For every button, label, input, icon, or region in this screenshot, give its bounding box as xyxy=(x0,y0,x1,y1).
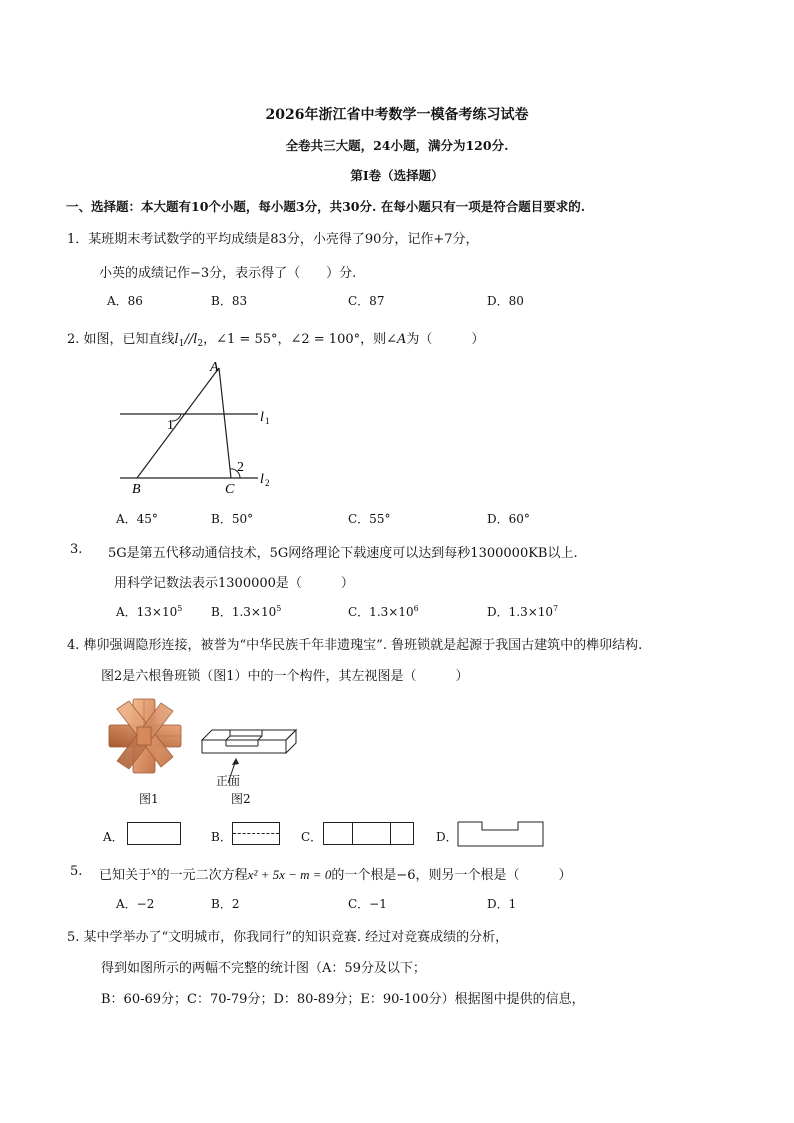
q3-option-a-base: A．13×10 xyxy=(116,605,178,619)
q5-var: x xyxy=(151,867,157,878)
q2-l1: l xyxy=(174,332,179,347)
q3-option-c-base: C．1.3×10 xyxy=(348,605,414,619)
q4-option-b-shape[interactable] xyxy=(232,822,280,845)
q4-line2: 图2是六根鲁班锁（图1）中的一个构件，其左视图是（ ） xyxy=(101,669,469,684)
q4-option-c-shape[interactable] xyxy=(323,822,414,845)
q1-option-a[interactable]: A．86 xyxy=(107,294,143,308)
q2-option-d[interactable]: D．60° xyxy=(487,512,530,526)
q6-line1: 5. 某中学举办了“文明城市，你我同行”的知识竞赛. 经过对竞赛成绩的分析， xyxy=(67,930,509,945)
label-l2: l xyxy=(260,472,264,487)
q3-option-b-exp: 5 xyxy=(276,604,282,613)
label-c: C xyxy=(225,482,235,497)
q6-line3: B：60-69分；C：70-79分；D：80-89分；E：90-100分）根据图中提供的信息， xyxy=(101,992,585,1007)
q3-line2: 用科学记数法表示1300000是（ ） xyxy=(114,576,354,591)
q2-suffix: 为（ ） xyxy=(406,332,485,347)
q3-option-a-exp: 5 xyxy=(177,604,183,613)
q3-option-b-base: B．1.3×10 xyxy=(211,605,277,619)
component-figure xyxy=(198,725,304,789)
luban-lock-image xyxy=(107,697,183,777)
label-b: B xyxy=(132,482,141,497)
q4-option-b-label[interactable]: B． xyxy=(211,830,232,844)
label-l1-sub: 1 xyxy=(265,416,270,426)
exam-title: 2026年浙江省中考数学一模备考练习试卷 xyxy=(265,107,529,123)
q2-option-c[interactable]: C．55° xyxy=(348,512,391,526)
q5-number: 5. xyxy=(70,864,83,879)
q1-line2: 小英的成绩记作−3分，表示得了（ ）分. xyxy=(99,266,357,281)
label-angle-2: 2 xyxy=(237,460,244,475)
fig1-caption: 图1 xyxy=(139,792,159,806)
q6-line2: 得到如图所示的两幅不完整的统计图（A：59分及以下； xyxy=(101,961,426,976)
q1-line1: 1．某班期末考试数学的平均成绩是83分，小亮得了90分，记作+7分， xyxy=(67,232,479,247)
q5-option-a[interactable]: A．−2 xyxy=(116,897,155,911)
q4-option-d-label[interactable]: D． xyxy=(436,830,458,844)
q2-parallel: // xyxy=(184,332,194,347)
q2-angle-var: A xyxy=(397,332,407,347)
q5-option-b[interactable]: B．2 xyxy=(211,897,240,911)
q5-option-c[interactable]: C．−1 xyxy=(348,897,387,911)
q3-number: 3. xyxy=(70,542,83,557)
divider-line xyxy=(352,823,353,844)
q5-post: 的一个根是−6，则另一个根是（ ） xyxy=(331,868,572,883)
q4-line1: 4. 榫卯强调隐形连接，被誉为“中华民族千年非遗瑰宝”. 鲁班锁就是起源于我国古建筑中的榫卯结构. xyxy=(67,638,643,653)
hidden-line xyxy=(233,833,279,834)
q5-equation: x² + 5x − m = 0 xyxy=(247,867,332,882)
q3-option-d-base: D．1.3×10 xyxy=(487,605,554,619)
q5-mid: 的一元二次方程 xyxy=(156,868,248,883)
label-a: A xyxy=(210,360,219,375)
q2-figure xyxy=(110,355,290,500)
q4-option-a-shape[interactable] xyxy=(127,822,181,845)
q4-option-c-label[interactable]: C． xyxy=(301,830,323,844)
q3-option-c[interactable] xyxy=(348,603,419,620)
q2-option-a[interactable]: A．45° xyxy=(116,512,158,526)
q2-option-b[interactable]: B．50° xyxy=(211,512,254,526)
label-angle-1: 1 xyxy=(167,418,174,433)
label-l1: l xyxy=(260,410,264,425)
segment-ac xyxy=(219,368,231,478)
q1-option-c[interactable]: C．87 xyxy=(348,294,385,308)
q3-option-d-exp: 7 xyxy=(553,604,559,613)
q2-mid: ，∠1 = 55°，∠2 = 100°，则∠ xyxy=(203,332,398,347)
q5-stem xyxy=(99,864,572,883)
q2-l2: l xyxy=(193,332,198,347)
q3-option-c-exp: 6 xyxy=(413,604,419,613)
fig2-caption: 图2 xyxy=(231,792,251,806)
q2-l1-sub: 1 xyxy=(178,339,185,349)
q2-stem xyxy=(67,328,484,349)
q3-option-b[interactable] xyxy=(211,603,281,620)
exam-subtitle: 全卷共三大题，24小题，满分为120分. xyxy=(285,138,509,153)
q5-option-d[interactable]: D．1 xyxy=(487,897,517,911)
part-heading: 第I卷（选择题） xyxy=(350,168,444,183)
divider-line xyxy=(390,823,391,844)
q3-line1: 5G是第五代移动通信技术，5G网络理论下载速度可以达到每秒1300000KB以上. xyxy=(108,546,578,561)
q5-pre: 已知关于 xyxy=(99,868,152,883)
segment-ab xyxy=(137,368,219,478)
q2-l2-sub: 2 xyxy=(197,339,204,349)
q1-option-d[interactable]: D．80 xyxy=(487,294,524,308)
front-label: 正面 xyxy=(216,774,241,788)
q1-option-b[interactable]: B．83 xyxy=(211,294,248,308)
q3-option-d[interactable] xyxy=(487,603,558,620)
q4-option-a-label[interactable]: A． xyxy=(103,830,124,844)
q4-option-d-shape[interactable] xyxy=(457,821,545,847)
section-heading: 一、选择题：本大题有10个小题，每小题3分，共30分. 在每小题只有一项是符合题目要求的. xyxy=(66,199,586,214)
label-l2-sub: 2 xyxy=(265,478,270,488)
q2-prefix: 2. 如图，已知直线 xyxy=(67,332,175,347)
q3-option-a[interactable] xyxy=(116,603,182,620)
